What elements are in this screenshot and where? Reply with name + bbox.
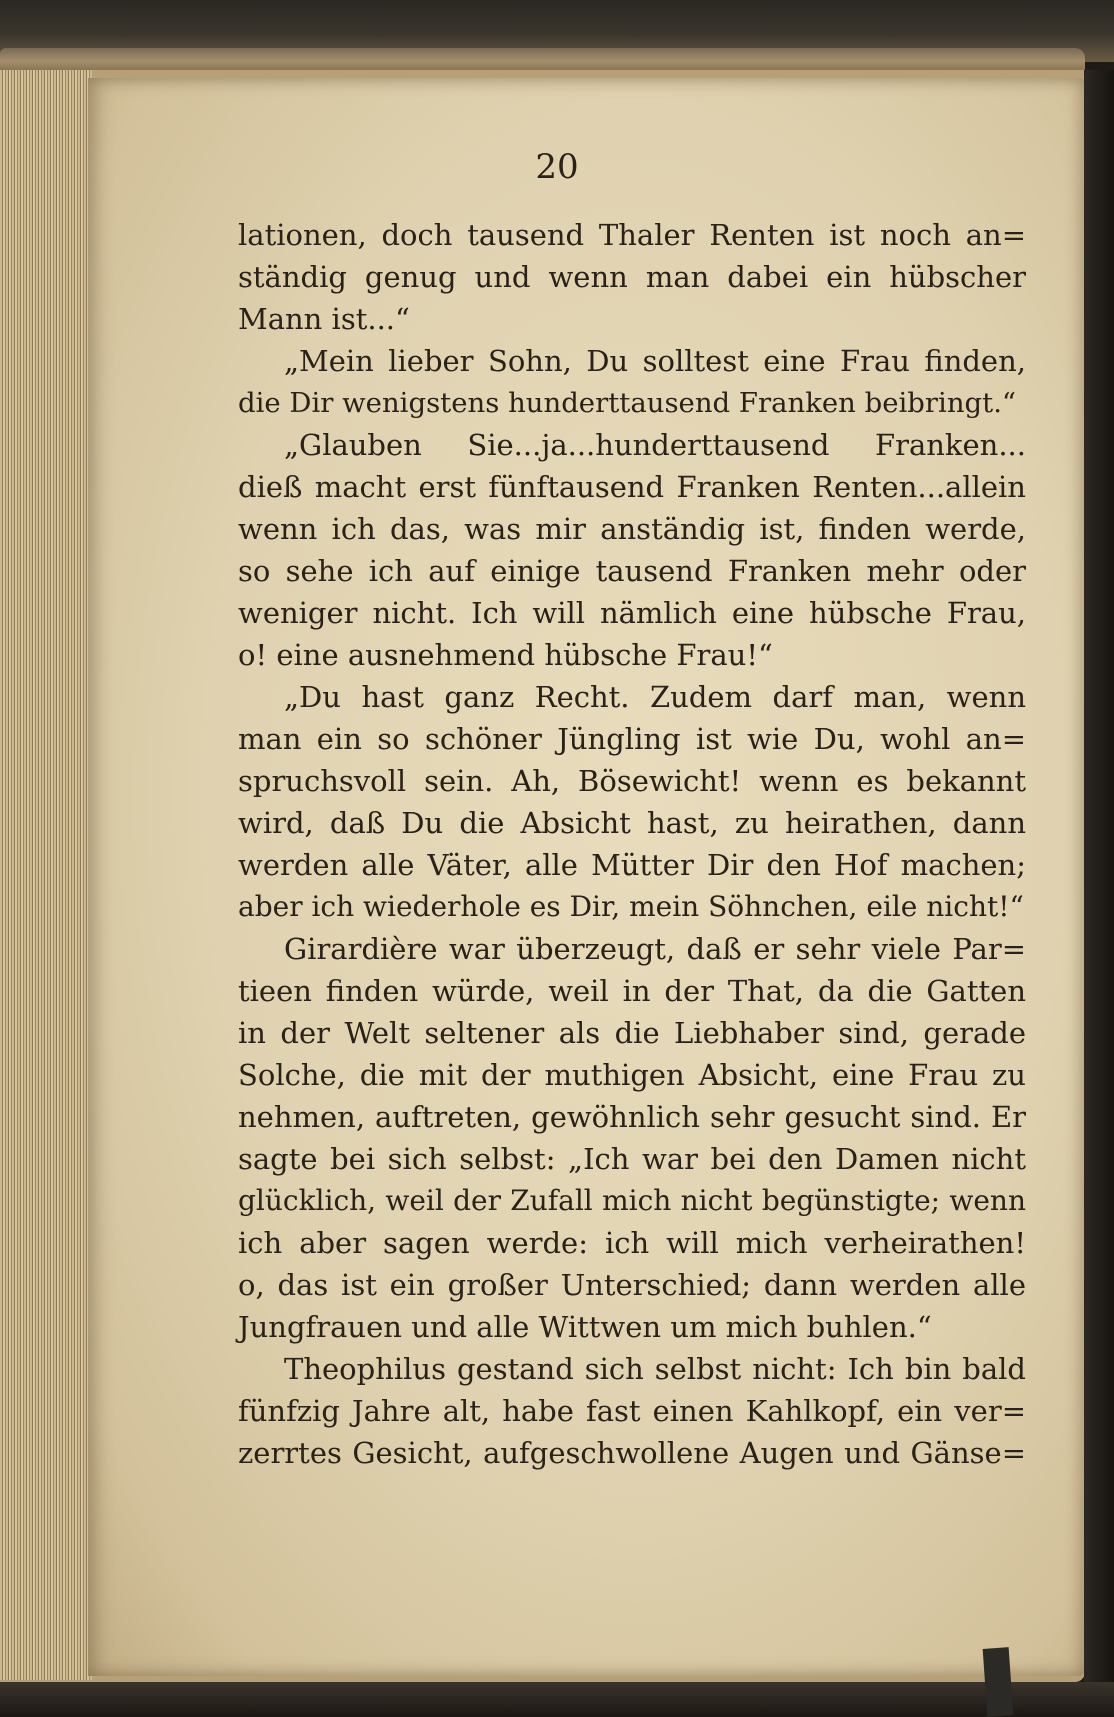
text-line: sagte bei sich selbst: „Ich war bei den Damen nicht <box>238 1142 1026 1176</box>
text-line: die Dir wenigstens hunderttausend Franken beibringt.“ <box>238 387 1016 419</box>
text-line: Girardière war überzeugt, daß er sehr viele Par= <box>284 932 1026 966</box>
text-line: ich aber sagen werde: ich will mich verheirathen! <box>238 1226 1026 1260</box>
text-line: glücklich, weil der Zufall mich nicht begünstigte; wenn <box>238 1184 1026 1217</box>
text-line: lationen, doch tausend Thaler Renten ist noch an= <box>238 218 1026 252</box>
bookmark-ribbon <box>983 1647 1014 1717</box>
text-line: Mann ist...“ <box>238 302 410 336</box>
text-line: ständig genug und wenn man dabei ein hübscher <box>238 260 1026 294</box>
text-line: dieß macht erst fünftausend Franken Renten...allein <box>238 470 1026 504</box>
text-line: Theophilus gestand sich selbst nicht: Ich bin bald <box>284 1352 1026 1386</box>
text-line: wird, daß Du die Absicht hast, zu heirathen, dann <box>238 806 1026 840</box>
page-number: 20 <box>535 147 579 187</box>
text-line: aber ich wiederhole es Dir, mein Söhnchen, eile nicht!“ <box>238 890 1024 923</box>
book-cover-bottom <box>0 1682 1114 1716</box>
page-text <box>238 214 1026 1474</box>
text-line: „Mein lieber Sohn, Du solltest eine Frau finden, <box>284 344 1026 378</box>
text-line: wenn ich das, was mir anständig ist, finden werde, <box>238 512 1026 546</box>
text-line: Jungfrauen und alle Wittwen um mich buhlen.“ <box>238 1310 932 1344</box>
text-line: so sehe ich auf einige tausend Franken mehr oder <box>238 554 1026 588</box>
text-line: man ein so schöner Jüngling ist wie Du, wohl an= <box>238 722 1026 756</box>
text-line: „Glauben Sie...ja...hunderttausend Franken... <box>284 428 1026 462</box>
text-line: in der Welt seltener als die Liebhaber sind, gerade <box>238 1016 1026 1050</box>
book-spine-edge <box>0 48 1085 70</box>
book-cover-right <box>1084 70 1114 1710</box>
text-line: Solche, die mit der muthigen Absicht, eine Frau zu <box>238 1058 1026 1092</box>
text-line: tieen finden würde, weil in der That, da die Gatten <box>238 974 1026 1008</box>
text-line: zerrtes Gesicht, aufgeschwollene Augen und Gänse= <box>238 1436 1026 1470</box>
text-line: spruchsvoll sein. Ah, Bösewicht! wenn es bekannt <box>238 764 1026 798</box>
text-line: o! eine ausnehmend hübsche Frau!“ <box>238 638 773 672</box>
text-line: o, das ist ein großer Unterschied; dann werden alle <box>238 1268 1026 1302</box>
text-line: nehmen, auftreten, gewöhnlich sehr gesucht sind. Er <box>238 1100 1026 1134</box>
text-line: „Du hast ganz Recht. Zudem darf man, wenn <box>284 680 1026 714</box>
page-edges <box>0 70 92 1680</box>
text-line: fünfzig Jahre alt, habe fast einen Kahlkopf, ein ver= <box>238 1394 1026 1428</box>
text-line: werden alle Väter, alle Mütter Dir den Hof machen; <box>238 848 1026 882</box>
text-line: weniger nicht. Ich will nämlich eine hübsche Frau, <box>238 596 1026 630</box>
